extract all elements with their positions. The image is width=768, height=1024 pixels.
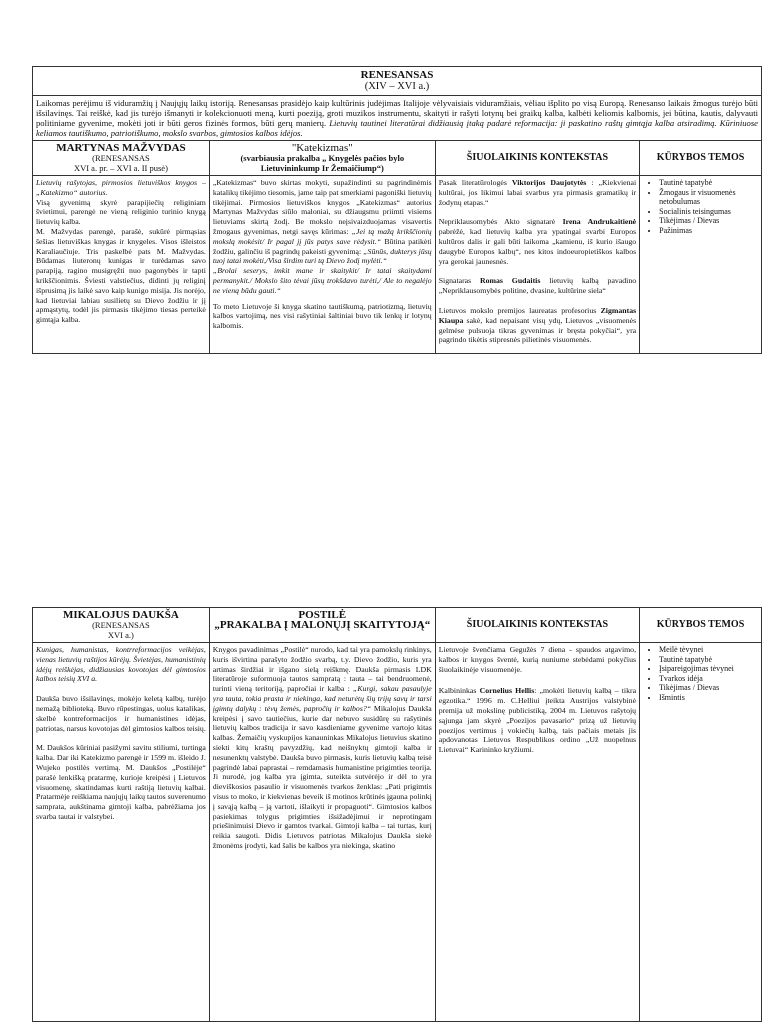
text-span: Signataras	[438, 276, 480, 286]
quote: „Jei tą mažą krikščionių mokslą mokėsit/ Ir pagal jį jūs patys save rėdysit.“	[212, 226, 432, 246]
work-paragraph	[213, 645, 432, 851]
theme-item: • Tvarkos idėja	[659, 674, 758, 684]
col1-header	[33, 141, 210, 176]
themes-cell	[640, 643, 762, 1022]
text-span: Lietuvos mokslo premijos laureatas profesorius	[438, 305, 601, 315]
work-paragraph: To meto Lietuvoje ši knyga skatino tautiškumą, patriotizmą, lietuvių kalbos vartojimą, nes visi rašytiniai šaltiniai buvo tik lenkų ir lotynų kalbomis.	[212, 301, 432, 331]
text-span: Mikalojus Daukša kreipėsi į savo tautiečius, kurie dar nebuvo susidūrę su rašytinės lietuvių kalbos tradicija ir savo kasdieniame gyvenime vartojo kitas kalbas. Žemaičių vyskupijos kanauninkas Mikalojus lietuvius skatino siekti kitų kraštų pavyzdžių, kad neišnyktų gimtoji kalba ir nesunenktų valstybė. Daukša buvo pirmasis, kuris lietuvių kalbą teisė pagrindė labai paprastai – remdamasis humanistine prigimties teorija. Ji nurodė, jog kalba yra įgimta, suteikta sutvėrėjo ir dėl to yra dieviškosios pasaulio ir visuomenės tvarkos ženklas: „Pati prigimtis visus to moko, ir kiekvienas beveik iš motinos krūtinės įgauna polinkį į savąją kalbą – ją vartoti, išlaikyti ir propaguoti“. Gimtosios kalbos pasiekimas tolygus prigimties išsižadėjimui ir neprotingam priešinimuisi Dievo ir gamtos tvarkai. Gimtoji kalba – tai turtas, kurį reikia saugoti. Didis Lietuvos patriotas Mikalojus Daukša siekė žmonėms įrodyti, kad šalis be kalbos yra niekinga, skatino	[212, 703, 432, 850]
person-name: Romas Gudaitis	[480, 276, 541, 286]
theme-item: • Meilė tėvynei	[659, 645, 758, 655]
intro-italic-text: Lietuvių tautinei literatūrai didžiausią įtaką padarė reformacija: ji paskatino raštų gimtąja kalba atsiradimą. Kūriniuose keliamos tautiškumo, patriotiškumo, mokslo svarbos, gimtosios kalbos idėjos.	[36, 118, 758, 138]
context-paragraph	[439, 178, 636, 207]
author-paragraph: Daukša buvo išsilavinęs, mokėjo keletą kalbų, turėjo nemažą biblioteką. Buvo rūpestingas, uolus katalikas, skelbė kontreformacijos ir humanistines idėjas, patriotas, narsus kovotojas dėl gimtosios kalbos teisių.	[36, 694, 206, 733]
author-paragraph: M. Mažvydas parengė, parašė, sukūrė pirmąsias šešias lietuviškas knygas ir knygeles. Visos išleistos Karaliaučiuje. Tris paskelbė pats M. Mažvydas. Būdamas liuteronų kunigas ir turėdamas savo parapiją, ragino musigręžti nuo pagonybės ir tapti krikščionimis. Šviesti valstiečius, didinti jų religinį išprusimą jis laikė savo kaip kunigo misija. Jis norėjo, kad lietuviai labiau susilietų su Dievo žodžiu ir jį apmąstytų, todėl jis pirmasis tikėjimo tiesas perteikė gimtąja kalba.	[36, 226, 206, 325]
table1-title: RENESANSAS	[360, 69, 434, 81]
author-name: MIKALOJUS DAUKŠA	[62, 609, 179, 621]
text-span: : „Kiekvienai kultūrai, jos likimui labai svarbus yra pirmasis gramatikų ir žodynų etapas.“	[438, 178, 637, 207]
text-span: Knygos pavadinimas „Postilė“ nurodo, kad tai yra pamokslų rinkinys, kuris išvirtina parašyto žodžio svarbą, t.y. Dievo žodžio, kuris yra artimas širdžiai ir išgano sielą reiškmę. Daukša pirmasis LDK literatūroje suformuoja tautos sampratą : tauta – tai bendruomenė, turinti vieną teritoriją, papročiai ir kalba :	[212, 645, 432, 694]
text-span: „Katekizmas“ buvo skirtas mokyti, supažindinti su pagrindinėmis katalikų tikėjimo tiesomis, jame taip pat smerkiami pagoniški lietuvių tikėjimai. Pirmosios lietuviškos knygos „Katekizmas“ autorius Martynas Mažvydas siūlo maloniai, su džiaugsmu priimti visiems lietuviams skirtą žodį. Be mokslo neįsivaizduojamas visavertis žmogaus gyvenimas, netgi savęs kūrimas:	[212, 178, 432, 236]
author-paragraph: M. Daukšos kūriniai pasižymi savitu stiliumi, turtinga kalba. Dar iki Katekizmo parengė ir 1599 m. išleido J. Wujeko postilės vertimą. M. Daukšos „Postilėje“ parašė lenkišką pratarmę, kurioje kreipėsi į Lietuvos visuomenę, skatindamas kurti raštiją lietuvių kalbai. Pratarmėje reiškiama naujųjų laikų tautos suverenumo samprata, aukštinama gimtoji kalba, pabrėžiama jos svarba tautai ir valstybei.	[36, 743, 206, 821]
text-span: Kalbininkas	[438, 686, 480, 696]
theme-item: • Žmogaus ir visuomenės netobulumas	[659, 188, 758, 207]
text-span: Nepriklausomybės Akto signatarė	[438, 217, 563, 227]
context-cell	[435, 643, 639, 1022]
work-subtitle: „PRAKALBA Į MALONŲJĮ SKAITYTOJĄ“	[214, 619, 431, 631]
text-span: lietuvių kalbą pavadino „Nepriklausomybės politine, dvasine, kultūrine siela“	[438, 276, 637, 296]
context-heading: ŠIUOLAIKINIS KONTEKSTAS	[466, 619, 609, 630]
theme-item: • Pažinimas	[659, 226, 758, 236]
theme-item: • Įsipareigojimas tėvynei	[659, 664, 758, 674]
person-name: Irena Andrukaitienė	[562, 217, 637, 227]
author-intro: Lietuvių rašytojas, pirmosios lietuviškos knygos – „Katekizmo“ autorius.	[36, 178, 206, 197]
person-name: Cornelius Hellis	[479, 686, 535, 696]
col1-header	[33, 608, 210, 643]
author-period-2: XVI a. pr. – XVI a. II pusė)	[73, 163, 168, 173]
work-subtitle: (svarbiausia prakalba „ Knygelės pačios bylo Lietuvininkump Ir Žemaičiump“)	[240, 153, 405, 173]
author-name: MARTYNAS MAŽVYDAS	[56, 142, 186, 154]
work-text-clip	[213, 645, 432, 1019]
person-name: Viktorijos Daujotytės	[511, 178, 587, 187]
col2-header	[209, 141, 435, 176]
table1-title-cell	[33, 67, 762, 96]
theme-item: • Tautinė tapatybė	[659, 655, 758, 665]
work-paragraph	[213, 178, 432, 266]
col3-header	[435, 608, 639, 643]
context-paragraph	[439, 276, 636, 296]
themes-heading: KŪRYBOS TEMOS	[656, 152, 745, 163]
col2-header	[209, 608, 435, 643]
author-bio-cell	[33, 176, 210, 354]
context-paragraph	[439, 217, 636, 266]
person-name: Zigmantas Kiaupa	[438, 305, 637, 325]
context-paragraph	[439, 686, 636, 755]
author-period-2: XVI a.)	[107, 630, 134, 640]
col3-header	[435, 141, 639, 176]
quote: „Kurgi, sakau pasaulyje yra tauta, tokia prasta ir niekinga, kad neturėtų šių trijų savų ir tarsi įgimtų dalykų : tėvų žemės, papročių ir kalbos?“	[212, 684, 432, 713]
author-bio-cell	[33, 643, 210, 1022]
themes-cell	[640, 176, 762, 354]
author-period-1: (RENESANSAS	[92, 620, 150, 630]
text-span: : „mokėti lietuvių kalbą – tikra egzotika.“ 1996 m. C.Helliui įteikta Austrijos valstybinė premija už mokslinę publicistiką, 2004 m. Lietuvos rašytojų sąjunga jam skyrė „Poezijos pavasario“ prizą už lietuvių poezijos vertimus į vokiečių kalbą, tais pačiais metais jis apdovanotas Lietuvos Respublikos ordino „Už nuopelnus Lietuvai“ Karininko kryžiumi.	[438, 686, 637, 755]
theme-item: • Socialinis teisingumas	[659, 207, 758, 217]
theme-item: • Tautinė tapatybė	[659, 178, 758, 188]
table1-intro	[33, 96, 762, 141]
text-span: Pasak literatūrologės	[438, 178, 512, 187]
col4-header	[640, 141, 762, 176]
table1-period: (XIV – XVI a.)	[364, 81, 430, 92]
quote-paragraph: „Brolai seserys, imkit mane ir skaitykit/ Ir tatai skaitydami permanykit./ Mokslo šito tėvai jūsų trokšdavo turėti,/ Ale to negalėjo ne vieną būdu gauti.“	[212, 266, 432, 295]
work-title: POSTILĖ	[298, 609, 347, 621]
text-span: pabrėžė, kad lietuvių kalba yra ypatingai svarbi Europos kultūros dalis ir gali būti laikoma „kamienu, iš kurio išaugo daugybė Europos kalbų“, nes kitos indoeuropietiškos kalbos yra gerokai jaunesnės.	[438, 227, 637, 266]
themes-heading: KŪRYBOS TEMOS	[656, 619, 745, 630]
renaissance-table-1	[32, 66, 762, 354]
text-span: Būtina patikėti žodžiu, galinčiu iš pagrindų pakeisti gyvenimą:	[212, 236, 432, 256]
work-analysis-cell	[209, 176, 435, 354]
theme-item: • Išmintis	[659, 693, 758, 703]
context-cell	[435, 176, 639, 354]
theme-item: • Tikėjimas / Dievas	[659, 216, 758, 226]
author-intro: Kunigas, humanistas, kontrreformacijos veikėjas, vienas lietuvių raštijos kūrėjų. Švietėjas, humanistinių idėjų reiškėjas, didžiausias kovotojas dėl gimtosios kalbos teisių XVI a.	[36, 645, 206, 684]
work-title: "Katekizmas"	[291, 142, 353, 154]
renaissance-table-2	[32, 607, 762, 1022]
context-paragraph	[439, 306, 636, 345]
work-analysis-cell	[209, 643, 435, 1022]
themes-list	[643, 178, 758, 236]
quote: „Sūnūs, dukterys jūsų tuoj tatai mokėti,/Visa širdim turi tą Dievo žodį mylėti.“	[212, 246, 432, 266]
author-paragraph: Visą gyvenimą skyrė parapijiečių religiniam švietimui, parengė ne vieną religinio turinio knygą lietuvių kalba.	[36, 197, 206, 227]
themes-list	[643, 645, 758, 703]
col4-header	[640, 608, 762, 643]
intro-text: Laikomas perėjimu iš viduramžių į Naujųjų laikų istoriją. Renesansas prasidėjo kaip kultūrinis judėjimas Italijoje vėlyvaisiais viduramžiais, vėliau išplito po visą Europą. Renesanso laikais žmogus turėjo būti išsilavinęs. Tai reiškė, kad jis turėjo išmanyti ir kolekcionuoti meną, kurti poeziją, groti muzikos instrumentu, skaityti ir rašyti lotynų bei graikų kalba, kalbėti keliomis kalbomis, jei būtina, kautis, dalyvauti politiniame gyvenime, mokėti joti ir būti geros fizinės formos, būti gerų manierų.	[36, 98, 758, 128]
theme-item: • Tikėjimas / Dievas	[659, 683, 758, 693]
author-period-1: (RENESANSAS	[92, 153, 150, 163]
context-heading: ŠIUOLAIKINIS KONTEKSTAS	[466, 152, 609, 163]
context-paragraph: Lietuvoje švenčiama Gegužės 7 diena - spaudos atgavimo, kalbos ir knygos šventė, kurią nuniume stebėdami pokyčius šiuolaikinėje visuomenėje.	[438, 645, 637, 674]
text-span: sakė, kad nepaisant visų ydų, Lietuvos „visuomenės gelmėse pulsuoja tikras gyvenimas ir bręsta pokyčiai“, yra pagrindo tikėtis stipresnės pilietinės visuomenės.	[438, 315, 637, 345]
